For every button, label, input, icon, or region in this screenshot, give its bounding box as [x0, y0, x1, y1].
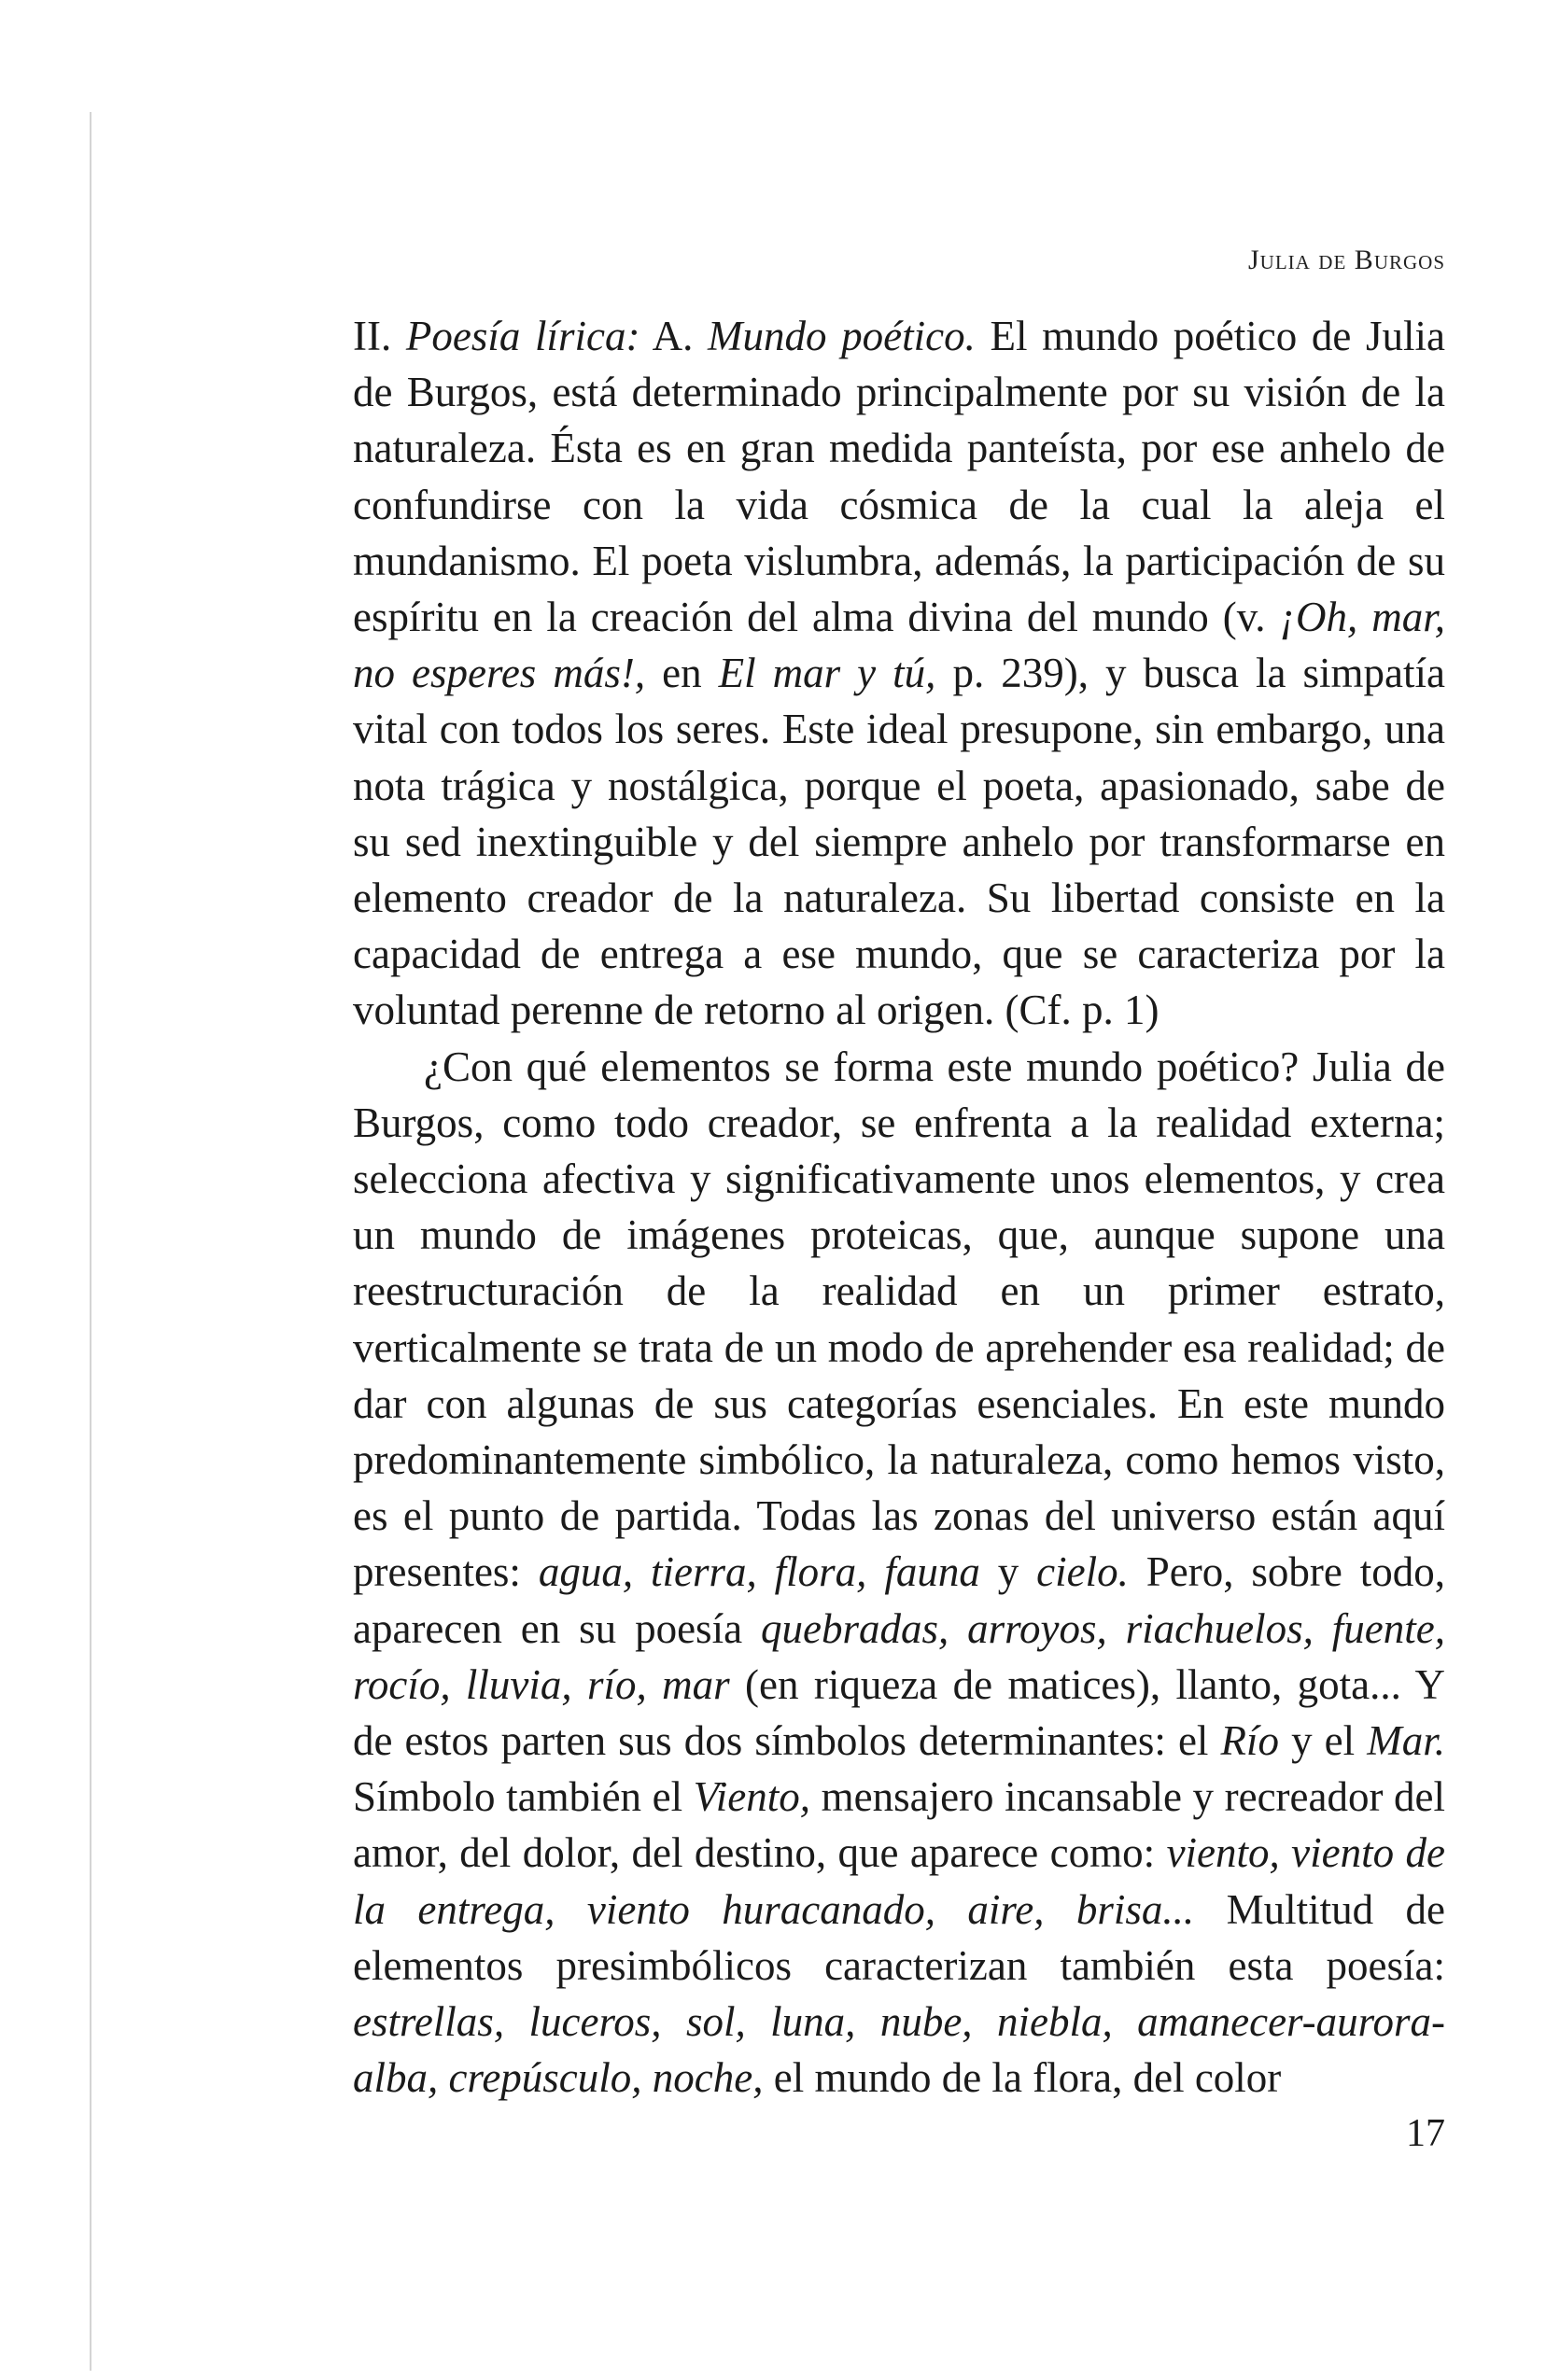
poem-title-italic: ¡Oh, mar, no esperes más!,: [353, 594, 1445, 697]
page-number: 17: [1406, 2112, 1445, 2155]
body-text: [353, 308, 1445, 2107]
paragraph-poesia-lirica: II. Poesía lírica: A. Mundo poético. El mundo poético de Julia de Burgos, está determinado principalmente por su visión de la naturaleza. Ésta es en gran medida panteísta, por ese anhelo de confundirse con la vida cósmica de la cual la aleja el mundanismo. El poeta vislumbra, además, la participación de su espíritu en la creación del alma divina del mundo (v. ¡Oh, mar, no esperes más!, en El mar y tú, p. 239), y busca la simpatía vital con todos los seres. Este ideal presupone, sin embargo, una nota trágica y nostálgica, porque el poeta, apasionado, sabe de su sed inextinguible y del siempre anhelo por transformarse en elemento creador de la naturaleza. Su libertad consiste en la capacidad de entrega a ese mundo, que se caracteriza por la voluntad perenne de retorno al origen. (Cf. p. 1): [353, 313, 1446, 1034]
running-head: Julia de Burgos: [1247, 245, 1445, 275]
binding-gutter-line: [90, 112, 91, 2371]
section-label-italic: Poesía lírica:: [405, 313, 640, 359]
book-title-italic: El mar y tú,: [718, 650, 936, 697]
paragraph-elementos: ¿Con qué elementos se forma este mundo poético? Julia de Burgos, como todo creador, se enfrenta a la realidad externa; selecciona afectiva y significativamente unos elementos, y crea un mundo de imágenes proteicas, que, aunque supone una reestructuración de la realidad en un primer estrato, verticalmente se trata de un modo de aprehender esa realidad; de dar con algunas de sus categorías esenciales. En este mundo predominantemente simbólico, la naturaleza, como hemos visto, es el punto de partida. Todas las zonas del universo están aquí presentes: agua, tierra, flora, fauna y cielo. Pero, sobre todo, aparecen en su poesía quebradas, arroyos, riachuelos, fuente, rocío, lluvia, río, mar (en riqueza de matices), llanto, gota... Y de estos parten sus dos símbolos determinantes: el Río y el Mar. Símbolo también el Viento, mensajero incansable y recreador del amor, del dolor, del destino, que aparece como: viento, viento de la entrega, viento huracanado, aire, brisa... Multitud de elementos presimbólicos caracterizan también esta poesía: estrellas, luceros, sol, luna, nube, niebla, amanecer-aurora-alba, crepúsculo, noche, el mundo de la flora, del color: [353, 1043, 1446, 2102]
subsection-label-italic: Mundo poético.: [708, 313, 976, 359]
